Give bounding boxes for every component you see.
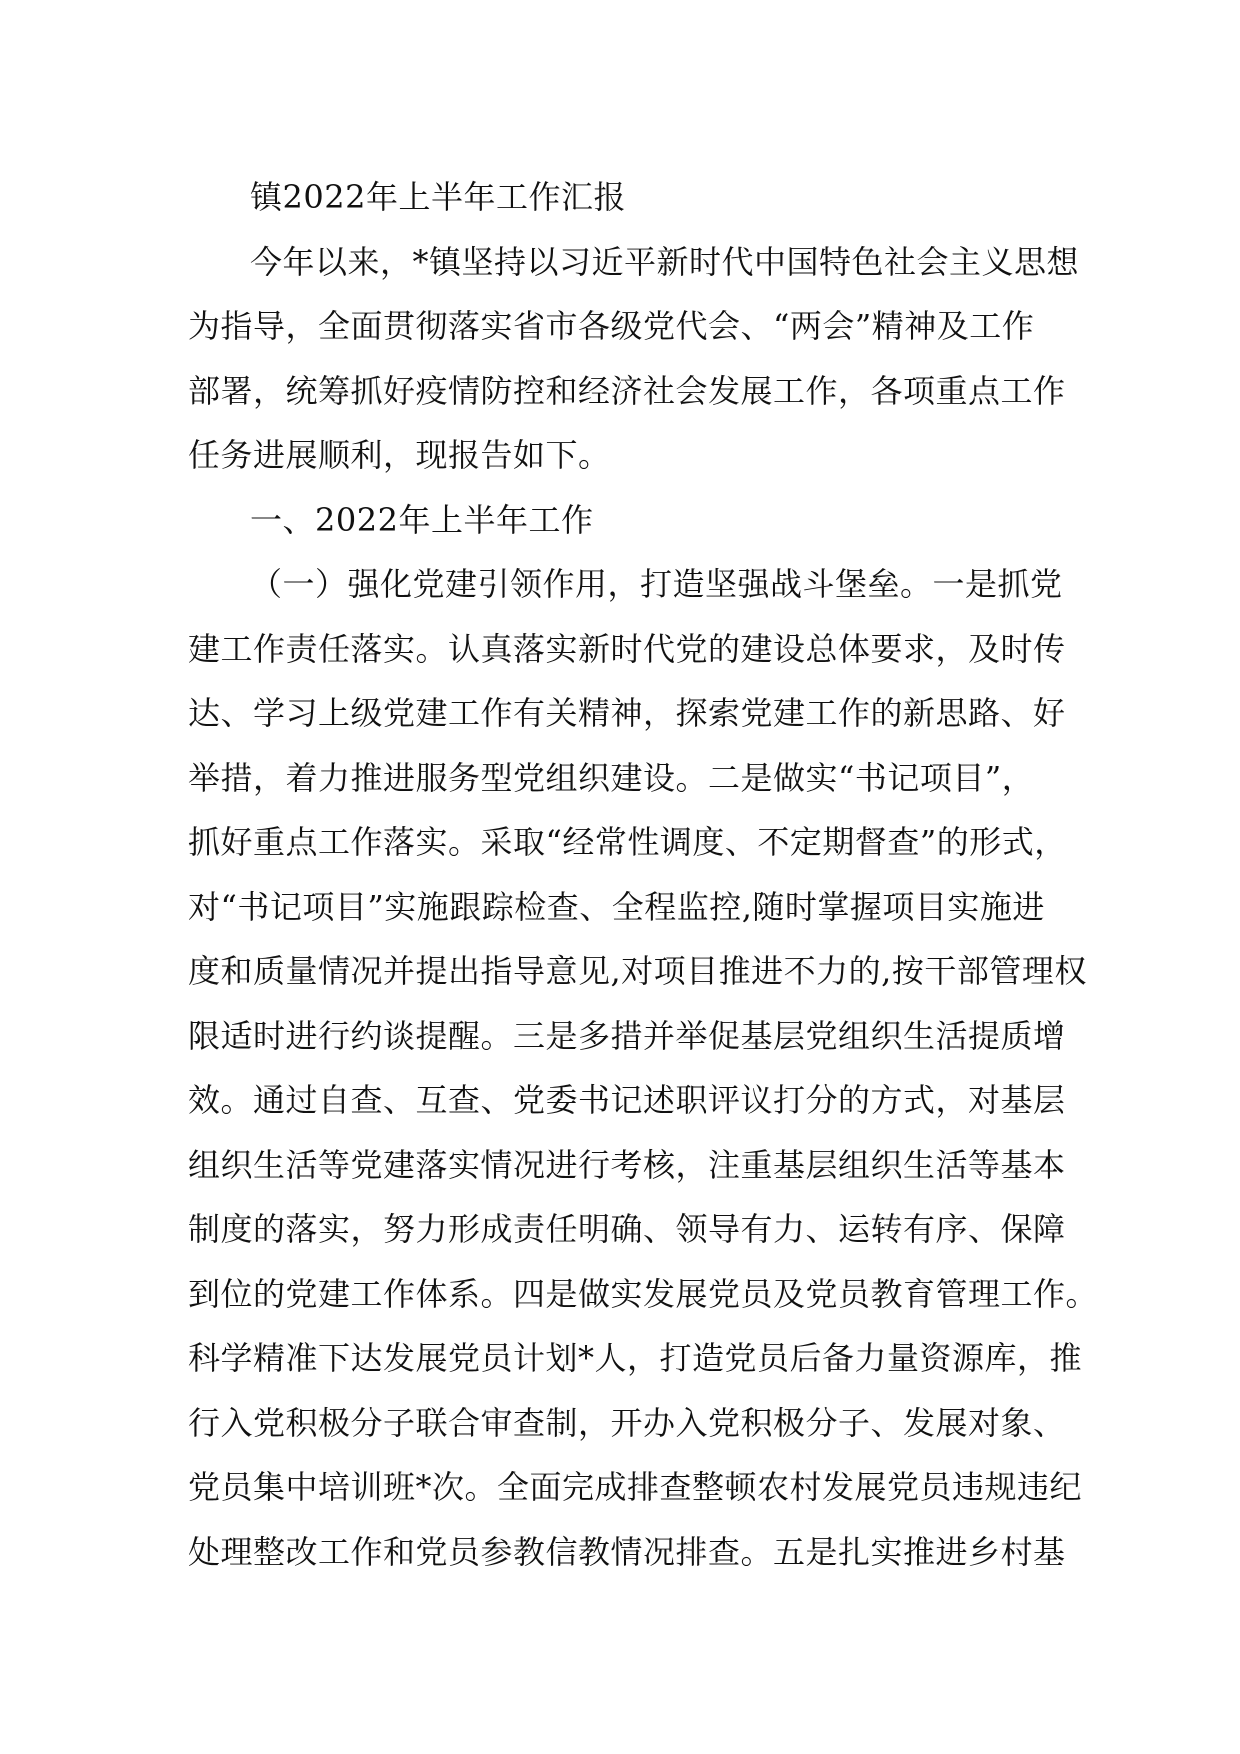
text-line: 制度的落实，努力形成责任明确、领导有力、运转有序、保障: [188, 1210, 1066, 1248]
text-line: 任务进展顺利，现报告如下。: [188, 436, 611, 474]
text-line: （一）强化党建引领作用，打造坚强战斗堡垒。一是抓党: [250, 565, 1063, 603]
text-line: 党员集中培训班*次。全面完成排查整顿农村发展党员违规违纪: [188, 1468, 1083, 1506]
text-line: 科学精准下达发展党员计划*人，打造党员后备力量资源库，推: [188, 1339, 1083, 1377]
text-line: 组织生活等党建落实情况进行考核，注重基层组织生活等基本: [188, 1145, 1066, 1184]
text-line: 部署，统筹抓好疫情防控和经济社会发展工作，各项重点工作: [188, 371, 1066, 410]
text-line: 处理整改工作和党员参教信教情况排查。五是扎实推进乡村基: [188, 1532, 1066, 1571]
section-heading: [188, 488, 1058, 553]
text-line: 到位的党建工作体系。四是做实发展党员及党员教育管理工作。: [188, 1274, 1099, 1313]
text-line: 限适时进行约谈提醒。三是多措并举促基层党组织生活提质增: [188, 1016, 1066, 1055]
text-line: 行入党积极分子联合审查制，开办入党积极分子、发展对象、: [188, 1403, 1066, 1442]
text-line: 今年以来，*镇坚持以习近平新时代中国特色社会主义思想: [250, 242, 1080, 281]
text-line: 度和质量情况并提出指导意见,对项目推进不力的,按干部管理权: [188, 952, 1087, 990]
text-line: 达、学习上级党建工作有关精神，探索党建工作的新思路、好: [188, 694, 1066, 732]
section-heading-text: 一、2022年上半年工作: [250, 500, 594, 539]
text-line: 为指导，全面贯彻落实省市各级党代会、“两会”精神及工作: [188, 307, 1035, 345]
text-line: 举措，着力推进服务型党组织建设。二是做实“书记项目”，: [188, 758, 1035, 797]
document-title: 镇2022年上半年工作汇报: [250, 178, 626, 216]
text-line: 抓好重点工作落实。采取“经常性调度、不定期督查”的形式，: [188, 823, 1067, 861]
text-line: 建工作责任落实。认真落实新时代党的建设总体要求，及时传: [188, 629, 1066, 668]
document-body: [188, 165, 1099, 1584]
paragraph-intro: [188, 230, 1080, 488]
text-line: 对“书记项目”实施跟踪检查、全程监控,随时掌握项目实施进: [188, 887, 1045, 926]
paragraph-party-building: [188, 552, 1099, 1584]
text-line: 效。通过自查、互查、党委书记述职评议打分的方式，对基层: [188, 1081, 1066, 1119]
